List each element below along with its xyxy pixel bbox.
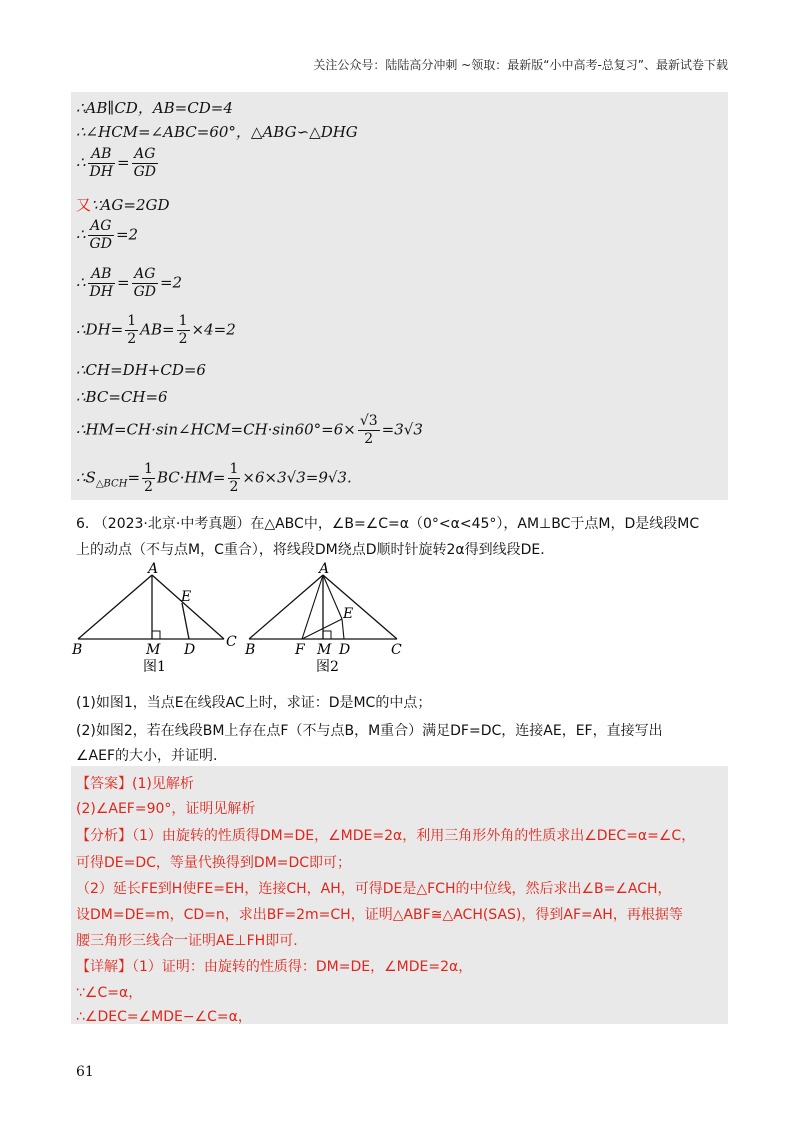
detail-line-3: ∴∠DEC=∠MDE−∠C=α， — [76, 1009, 252, 1025]
proof-line-1: ∴AB∥CD，AB=CD=4 — [76, 99, 233, 117]
caption-2: 图2 — [316, 659, 339, 675]
fraction — [358, 413, 380, 448]
text: =3√3 — [381, 420, 423, 439]
numerator: AG — [132, 266, 158, 284]
side-ab — [249, 575, 323, 639]
denominator: DH — [89, 284, 113, 300]
analysis-line-2: 可得DE=DC，等量代换得到DM=DC即可； — [76, 855, 352, 871]
side-ac — [152, 575, 224, 639]
label-b: B — [72, 642, 83, 658]
fraction — [125, 313, 138, 348]
question-part-1: (1)如图1，当点E在线段AC上时，求证：D是MC的中点； — [76, 695, 432, 711]
denominator: 2 — [364, 431, 374, 447]
side-ac — [323, 575, 397, 639]
text: (1)见解析 — [132, 776, 194, 792]
side-ab — [78, 575, 152, 639]
denominator: 2 — [144, 479, 153, 495]
numerator: 1 — [127, 313, 137, 329]
text: BC·HM= — [156, 468, 226, 487]
label-c: C — [391, 642, 402, 658]
analysis-label: 【分析】 — [76, 828, 132, 844]
analysis-line-3: （2）延长FE到H使FE=EH，连接CH，AH，可得DE是△FCH的中位线，然后求出∠B=∠ACH， — [76, 881, 672, 897]
page-number: 61 — [76, 1064, 94, 1080]
figure-2 — [244, 562, 402, 675]
proof-line-8: ∴CH=DH+CD=6 — [76, 361, 206, 379]
text: =2 — [159, 273, 183, 292]
text: ∴ — [76, 153, 86, 172]
denominator: GD — [133, 164, 156, 180]
denominator: GD — [133, 284, 156, 300]
label-e: E — [343, 606, 354, 622]
text: ∵AG=2GD — [91, 196, 170, 214]
segment-ae — [323, 575, 342, 619]
proof-line-6 — [76, 266, 182, 301]
right-angle-mark — [323, 631, 331, 639]
detail-line-2: ∵∠C=α， — [76, 985, 143, 1001]
analysis-line-4: 设DM=DE=m，CD=n，求出BF=2m=CH，证明△ABF≅△ACH(SAS)，得到AF=AH，再根据等 — [76, 907, 683, 923]
proof-line-3 — [76, 146, 160, 181]
fraction — [132, 266, 158, 301]
text: AB= — [140, 320, 175, 339]
segment-de — [182, 603, 189, 639]
text: ×6×3√3=9√3. — [242, 468, 352, 487]
proof-line-5 — [76, 218, 138, 253]
numerator: 1 — [229, 461, 239, 477]
text: = — [116, 273, 130, 292]
caption-1: 图1 — [143, 659, 166, 675]
proof-line-11 — [76, 461, 352, 496]
fraction — [228, 461, 241, 496]
page-header: 关注公众号：陆陆高分冲刺 ~领取：最新版“小中高考-总复习”、最新试卷下载 — [313, 58, 728, 72]
numerator: 1 — [178, 313, 188, 329]
figures — [70, 562, 430, 682]
proof-line-7 — [76, 313, 236, 348]
numerator: √3 — [359, 413, 378, 429]
label-b: B — [245, 642, 256, 658]
segment-de — [342, 619, 344, 639]
question-part-2b: ∠AEF的大小，并证明. — [76, 748, 218, 764]
denominator: 2 — [229, 479, 239, 495]
text: = — [116, 153, 130, 172]
proof-line-10 — [76, 413, 423, 448]
question-line-1: 6. （2023·北京·中考真题）在△ABC中，∠B=∠C=α（0°<α<45°），AM⊥BC于点M，D是线段MC — [76, 516, 700, 532]
denominator: 2 — [127, 331, 137, 347]
detail-label: 【详解】 — [76, 959, 132, 975]
text: ∴DH= — [76, 320, 124, 339]
label-a: A — [148, 562, 159, 577]
numerator: AG — [132, 146, 158, 164]
answer-line-1 — [76, 773, 194, 793]
denominator: DH — [89, 164, 113, 180]
label-e: E — [181, 589, 192, 605]
label-d: D — [184, 642, 196, 658]
text: ∴S — [76, 468, 96, 487]
figure-1 — [71, 562, 237, 675]
denominator: GD — [89, 236, 112, 252]
label-c: C — [226, 634, 237, 650]
label-d: D — [339, 642, 351, 658]
subscript: △BCH — [95, 478, 128, 490]
text: ×4=2 — [191, 320, 236, 339]
text: （1）由旋转的性质得DM=DE，∠MDE=2α，利用三角形外角的性质求出∠DEC=α=∠C， — [132, 828, 696, 844]
label-a: A — [319, 562, 330, 577]
text: = — [127, 468, 141, 487]
fraction — [88, 146, 115, 181]
text: ∴ — [76, 225, 86, 244]
denominator: 2 — [178, 331, 188, 347]
proof-line-9: ∴BC=CH=6 — [76, 388, 168, 406]
question-part-2a: (2)如图2，若在线段BM上存在点F（不与点B，M重合）满足DF=DC，连接AE，EF，直接写出 — [76, 723, 663, 739]
numerator: AG — [88, 218, 114, 236]
numerator: 1 — [144, 461, 153, 477]
detail-line-1 — [76, 956, 472, 976]
fraction — [132, 146, 158, 181]
text: =2 — [115, 225, 139, 244]
fraction — [177, 313, 190, 348]
question-line-2: 上的动点（不与点M，C重合），将线段DM绕点D顺时针旋转2α得到线段DE. — [76, 542, 545, 558]
label-m: M — [317, 642, 332, 658]
fraction — [88, 218, 114, 253]
analysis-line-1 — [76, 825, 695, 845]
proof-line-4 — [76, 194, 170, 215]
you-char: 又 — [76, 196, 92, 214]
fraction — [142, 461, 155, 496]
text: ∴HM=CH·sin∠HCM=CH·sin60°=6× — [76, 420, 356, 439]
right-angle-mark — [152, 631, 160, 639]
numerator: AB — [88, 146, 115, 164]
analysis-line-5: 腰三角形三线合一证明AE⊥FH即可. — [76, 933, 298, 949]
label-f: F — [295, 642, 305, 658]
numerator: AB — [88, 266, 115, 284]
text: ∴ — [76, 273, 86, 292]
answer-label: 【答案】 — [76, 776, 132, 792]
label-m: M — [146, 642, 161, 658]
text: （1）证明：由旋转的性质得：DM=DE，∠MDE=2α， — [132, 959, 473, 975]
answer-line-2: (2)∠AEF=90°，证明见解析 — [76, 801, 256, 817]
fraction — [88, 266, 115, 301]
proof-line-2: ∴∠HCM=∠ABC=60°，△ABG∽△DHG — [76, 123, 358, 141]
